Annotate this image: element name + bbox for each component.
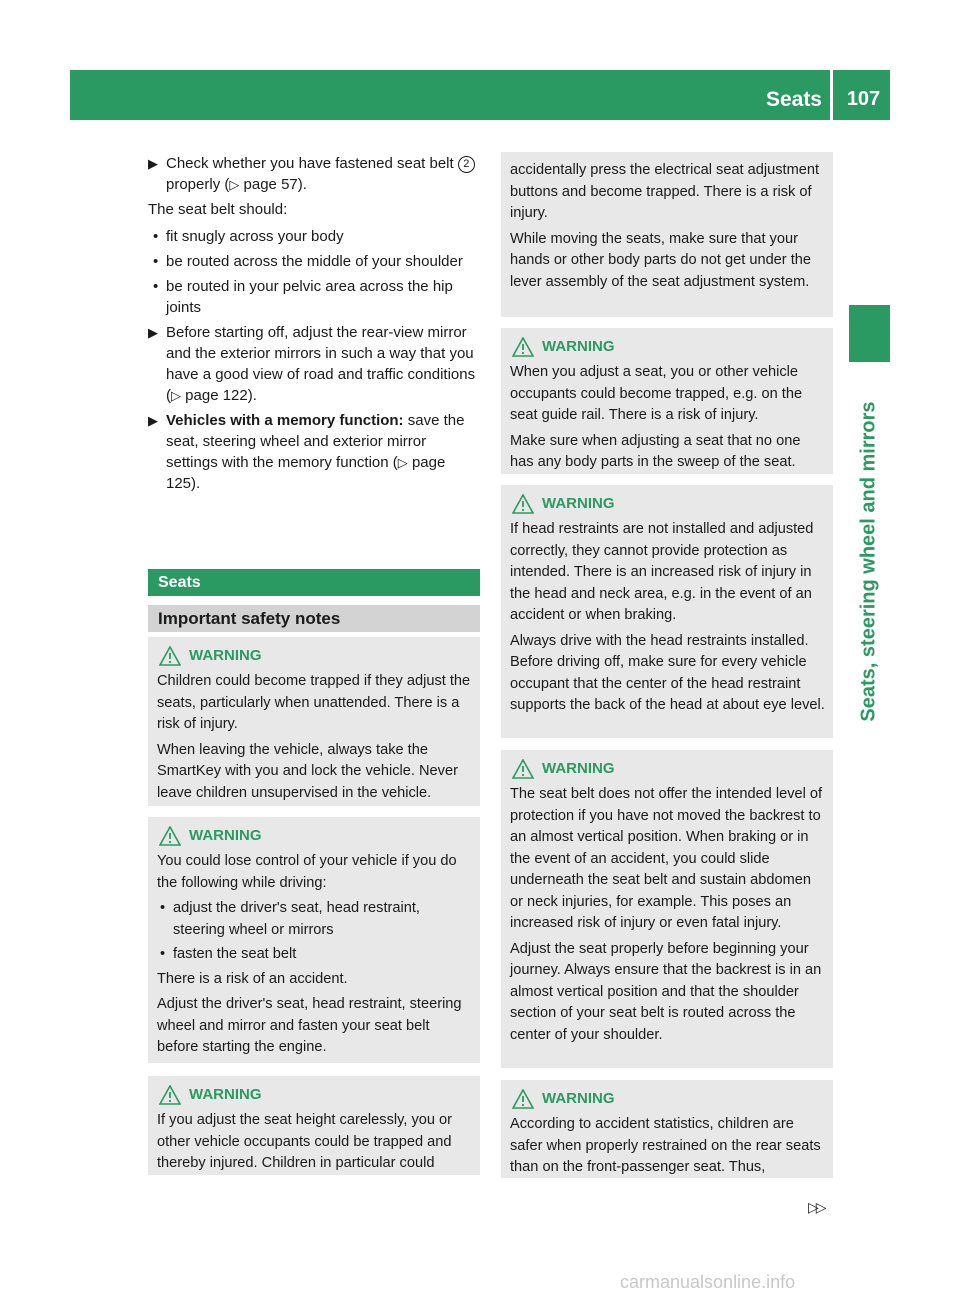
page-number: 107: [846, 88, 881, 110]
warning-label: WARNING: [189, 827, 262, 844]
page-reference[interactable]: page 57).: [243, 176, 307, 193]
warning-box: [148, 637, 480, 806]
list-item-text: be routed across the middle of your shoulder: [166, 253, 463, 270]
step-arrow-icon: ▶: [148, 156, 158, 171]
step-arrow-icon: ▶: [148, 325, 158, 340]
warning-triangle-icon: [512, 1089, 534, 1109]
warning-header: [157, 825, 472, 847]
list-item-text: fit snugly across your body: [166, 228, 344, 245]
side-tab-marker: [849, 305, 890, 362]
warning-triangle-icon: [159, 646, 181, 666]
left-column: [148, 153, 480, 498]
bullet-icon: •: [153, 278, 159, 295]
warning-label: WARNING: [542, 1090, 615, 1107]
bullet-icon: •: [160, 900, 166, 916]
warning-triangle-icon: [512, 494, 534, 514]
step-arrow-icon: ▶: [148, 413, 158, 428]
list-item: [157, 944, 472, 966]
watermark: carmanualsonline.info: [620, 1272, 796, 1292]
warning-triangle-icon: [159, 1085, 181, 1105]
list-item: [157, 898, 472, 941]
section-heading: Seats: [148, 569, 480, 596]
page-ref-arrow-icon: ▷: [397, 455, 408, 470]
bullet-icon: •: [160, 946, 166, 962]
warning-label: WARNING: [542, 760, 615, 777]
warning-text: The seat belt does not offer the intended level of protection if you have not moved the backrest to an almost vertical position. When braking or in the event of an accident, you could slide underneath the seat belt and sustain abdomen or neck injuries, for example. This poses an increased risk of injury or even fatal injury.: [510, 786, 823, 931]
warning-text: Children could become trapped if they adjust the seats, particularly when unattended. There is a risk of injury.: [157, 673, 471, 732]
warning-header: [157, 1084, 472, 1106]
warning-triangle-icon: [512, 337, 534, 357]
warning-triangle-icon: [159, 826, 181, 846]
list-item-text: fasten the seat belt: [173, 946, 297, 962]
warning-text: Adjust the driver's seat, head restraint, steering wheel and mirror and fasten your seat belt before starting the engine.: [157, 996, 462, 1055]
warning-text: Adjust the seat properly before beginning your journey. Always ensure that the backrest is in an almost vertical position and that the shoulder section of your seat belt is routed across the center of your shoulder.: [510, 940, 822, 1043]
list-item-text: be routed in your pelvic area across the hip joints: [166, 278, 453, 316]
header-separator: [830, 70, 833, 120]
warning-label: WARNING: [189, 1086, 262, 1103]
warning-header: [510, 336, 825, 358]
page-reference[interactable]: page 122).: [185, 387, 257, 404]
warning-label: WARNING: [189, 647, 262, 664]
page-ref-arrow-icon: ▷: [171, 388, 181, 403]
step-text: Before starting off, adjust the rear-view mirror and the exterior mirrors in such a way that you have a good view of road and traffic conditions (: [166, 324, 476, 404]
warning-box: [501, 328, 833, 474]
warning-box: [148, 817, 480, 1063]
instruction-step: [148, 322, 480, 406]
warning-text: You could lose control of your vehicle if you do the following while driving:: [157, 853, 457, 891]
warning-text: Always drive with the head restraints installed. Before driving off, make sure for every vehicle occupant that the center of the head restraint supports the back of the head at about eye level.: [510, 632, 825, 713]
page-ref-arrow-icon: ▷: [229, 177, 240, 192]
step-bold-text: Vehicles with a memory function:: [166, 412, 404, 429]
bullet-icon: •: [153, 228, 159, 245]
step-text: properly (: [166, 176, 230, 193]
warning-header: [510, 1088, 825, 1110]
callout-number: 2: [458, 156, 475, 173]
seatbelt-intro: The seat belt should:: [148, 201, 288, 218]
warning-text: According to accident statistics, children are safer when properly restrained on the rear seats than on the front-passenger seat. Thus,: [510, 1116, 821, 1175]
page-reference[interactable]: page 125).: [166, 454, 446, 492]
instruction-step: [148, 153, 480, 195]
bullet-icon: •: [153, 253, 159, 270]
warning-text: If head restraints are not installed and adjusted correctly, they cannot provide protection as intended. There is an increased risk of injury in the head and neck area, e.g. in the event of an accident or when braking.: [510, 521, 814, 623]
list-item: [148, 276, 480, 318]
warning-triangle-icon: [512, 759, 534, 779]
warning-box: [501, 485, 833, 738]
warning-text: accidentally press the electrical seat adjustment buttons and become trapped. There is a risk of injury.: [510, 162, 820, 221]
list-item: [148, 226, 480, 247]
warning-header: [510, 758, 825, 780]
warning-header: [157, 645, 472, 667]
warning-text: When leaving the vehicle, always take the SmartKey with you and lock the vehicle. Never leave children unsupervised in the vehicle.: [157, 741, 458, 801]
warning-label: WARNING: [542, 338, 615, 355]
warning-box: [148, 1076, 480, 1175]
warning-text: When you adjust a seat, you or other vehicle occupants could become trapped, e.g. on the seat guide rail. There is a risk of injury.: [510, 364, 803, 423]
subsection-heading: Important safety notes: [148, 605, 480, 632]
side-chapter-text: Seats, steering wheel and mirrors: [857, 401, 880, 722]
list-item: [148, 251, 480, 272]
warning-box: [501, 750, 833, 1068]
list-item-text: adjust the driver's seat, head restraint, steering wheel or mirrors: [173, 900, 420, 938]
warning-header: [510, 493, 825, 515]
warning-text: There is a risk of an accident.: [157, 970, 348, 987]
warning-text: While moving the seats, make sure that your hands or other body parts do not get under the lever assembly of the seat adjustment system.: [510, 230, 812, 290]
warning-box-continued: [501, 152, 833, 317]
warning-box: [501, 1080, 833, 1178]
step-text: save the seat, steering wheel and exterior mirror settings with the memory function (: [166, 412, 465, 471]
step-text: Check whether you have fastened seat belt: [166, 155, 454, 172]
warning-label: WARNING: [542, 495, 615, 512]
warning-text: Make sure when adjusting a seat that no one has any body parts in the sweep of the seat.: [510, 432, 801, 470]
instruction-step: [148, 410, 480, 494]
page-header-title: Seats: [765, 88, 822, 111]
warning-text: If you adjust the seat height carelessly, you or other vehicle occupants could be trapped and thereby injured. Children in particular could: [157, 1112, 453, 1171]
continue-arrows-icon: ▷▷: [808, 1199, 824, 1215]
